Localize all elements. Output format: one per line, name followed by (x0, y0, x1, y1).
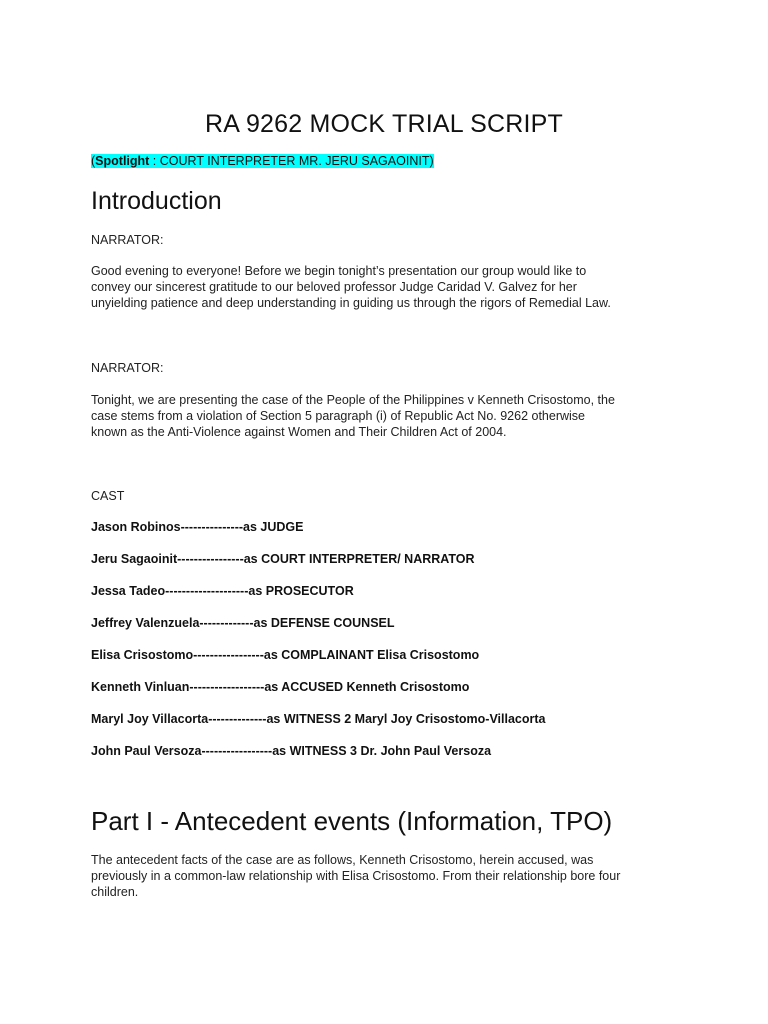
cast-entry: Jeffrey Valenzuela-------------as DEFENSE COUNSEL (91, 616, 395, 630)
cast-entry: Jason Robinos---------------as JUDGE (91, 520, 304, 534)
introduction-heading: Introduction (91, 187, 222, 215)
cast-entry: Maryl Joy Villacorta--------------as WITNESS 2 Maryl Joy Crisostomo-Villacorta (91, 712, 546, 726)
paragraph-line: The antecedent facts of the case are as follows, Kenneth Crisostomo, herein accused, was (91, 853, 594, 867)
narrator-label: NARRATOR: (91, 361, 164, 375)
intro-paragraph-2 (91, 392, 691, 440)
document-title: RA 9262 MOCK TRIAL SCRIPT (205, 110, 563, 138)
part1-paragraph (91, 852, 691, 900)
paragraph-line: unyielding patience and deep understanding in guiding us through the rigors of Remedial Law. (91, 296, 611, 310)
spotlight-open-paren: ( (91, 154, 96, 168)
cast-entry: John Paul Versoza-----------------as WITNESS 3 Dr. John Paul Versoza (91, 744, 492, 758)
paragraph-line: convey our sincerest gratitude to our beloved professor Judge Caridad V. Galvez for her (91, 280, 577, 294)
cast-entry: Elisa Crisostomo-----------------as COMPLAINANT Elisa Crisostomo (91, 648, 480, 662)
cast-list (91, 519, 546, 775)
spotlight-highlight (91, 154, 434, 168)
intro-paragraph-1 (91, 263, 691, 311)
paragraph-line: children. (91, 885, 139, 899)
paragraph-line: case stems from a violation of Section 5 paragraph (i) of Republic Act No. 9262 otherwise (91, 409, 586, 423)
paragraph-line: Tonight, we are presenting the case of the People of the Philippines v Kenneth Crisostomo, the (91, 393, 615, 407)
spotlight-text: : COURT INTERPRETER MR. JERU SAGAOINIT) (149, 154, 434, 168)
paragraph-line: previously in a common-law relationship with Elisa Crisostomo. From their relationship bore four (91, 869, 621, 883)
cast-entry: Jessa Tadeo--------------------as PROSECUTOR (91, 584, 354, 598)
spotlight-note (91, 153, 434, 169)
cast-entry: Jeru Sagaoinit----------------as COURT INTERPRETER/ NARRATOR (91, 552, 475, 566)
narrator-label: NARRATOR: (91, 233, 164, 247)
part1-heading: Part I - Antecedent events (Information, TPO) (91, 806, 613, 836)
paragraph-line: Good evening to everyone! Before we begin tonight’s presentation our group would like to (91, 264, 587, 278)
cast-entry: Kenneth Vinluan------------------as ACCUSED Kenneth Crisostomo (91, 680, 470, 694)
paragraph-line: known as the Anti-Violence against Women and Their Children Act of 2004. (91, 425, 507, 439)
cast-label: CAST (91, 489, 125, 503)
spotlight-label: Spotlight (95, 154, 150, 168)
